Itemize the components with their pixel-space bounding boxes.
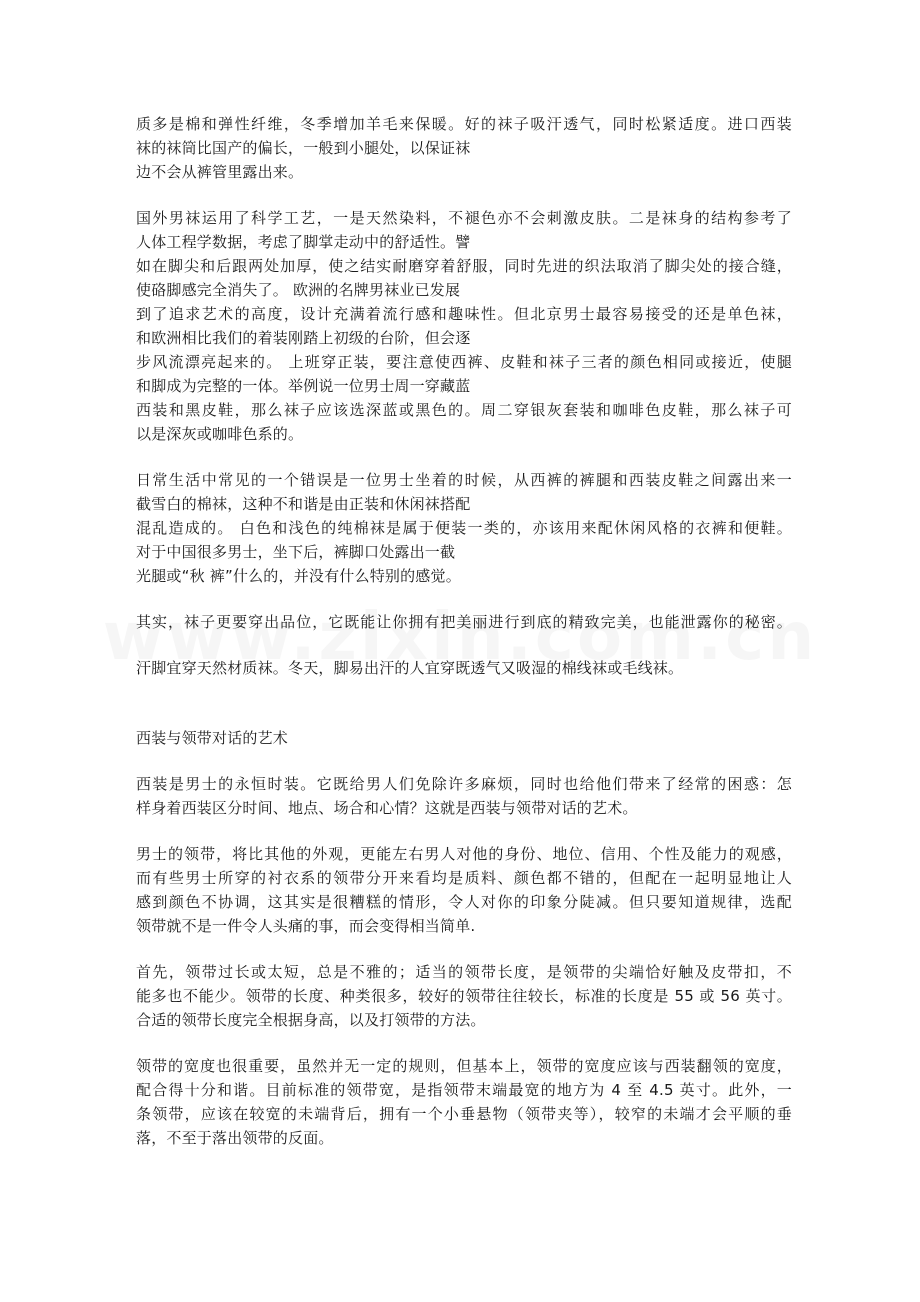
paragraph-line: 西装是男士的永恒时装。它既给男人们免除许多麻烦，同时也给他们带来了经常的困惑：怎 (136, 775, 792, 793)
paragraph (136, 1054, 792, 1150)
paragraph-line: 感到颜色不协调，这其实是很糟糕的情形，令人对你的印象分陡减。但只要知道规律，选配 (136, 893, 792, 911)
paragraph-gap (136, 680, 792, 726)
paragraph (136, 842, 792, 938)
paragraph-line: 条领带，应该在较宽的未端背后，拥有一个小垂悬物（领带夹等），较窄的未端才会平顺的垂 (136, 1105, 792, 1123)
heading-text: 西装与领带对话的艺术 (136, 729, 289, 747)
paragraph-line: 到了追求艺术的高度，设计充满着流行感和趣味性。但北京男士最容易接受的还是单色袜， (136, 305, 792, 323)
paragraph-gap (136, 750, 792, 772)
paragraph (136, 656, 792, 680)
paragraph-line: 领带的宽度也很重要，虽然并无一定的规则，但基本上，领带的宽度应该与西装翻领的宽度， (136, 1057, 792, 1075)
paragraph-line: 和脚成为完整的一体。举例说一位男士周一穿藏蓝 (136, 377, 471, 395)
paragraph-line: 截雪白的棉袜，这种不和谐是由正装和休闲袜搭配 (136, 495, 471, 513)
paragraph-gap (136, 446, 792, 468)
paragraph (136, 468, 792, 588)
paragraph-gap (136, 820, 792, 842)
paragraph (136, 206, 792, 446)
paragraph-gap (136, 634, 792, 656)
paragraph-line: 领带就不是一件令人头痛的事，而会变得相当简单. (136, 917, 476, 935)
paragraph-line: 人体工程学数据，考虑了脚掌走动中的舒适性。譬 (136, 233, 471, 251)
section-heading (136, 726, 792, 750)
paragraph-line: 样身着西装区分时间、地点、场合和心情？这就是西装与领带对话的艺术。 (136, 799, 638, 817)
paragraph-line: 和欧洲相比我们的着装刚踏上初级的台阶，但会逐 (136, 329, 471, 347)
paragraph-line: 边不会从裤管里露出来。 (136, 163, 304, 181)
paragraph-line: 西装和黑皮鞋，那么袜子应该选深蓝或黑色的。周二穿银灰套装和咖啡色皮鞋，那么袜子可 (136, 401, 792, 419)
paragraph-line: 如在脚尖和后跟两处加厚，使之结实耐磨穿着舒服，同时先进的织法取消了脚尖处的接合缝， (136, 257, 792, 275)
paragraph-line: 国外男袜运用了科学工艺，一是天然染料，不褪色亦不会刺激皮肤。二是袜身的结构参考了 (136, 209, 792, 227)
paragraph-line: 落，不至于落出领带的反面。 (136, 1129, 334, 1147)
paragraph-line: 能多也不能少。领带的长度、种类很多，较好的领带往往较长，标准的长度是 55 或 56 英寸。 (136, 987, 792, 1005)
paragraph (136, 112, 792, 184)
paragraph-line: 汗脚宜穿天然材质袜。冬天，脚易出汗的人宜穿既透气又吸湿的棉线袜或毛线袜。 (136, 659, 684, 677)
paragraph-line: 袜的袜筒比国产的偏长，一般到小腿处，以保证袜 (136, 139, 471, 157)
paragraph-gap (136, 588, 792, 610)
paragraph-line: 日常生活中常见的一个错误是一位男士坐着的时候，从西裤的裤腿和西装皮鞋之间露出来一 (136, 471, 792, 489)
paragraph (136, 772, 792, 820)
paragraph-line: 其实，袜子更要穿出品位，它既能让你拥有把美丽进行到底的精致完美，也能泄露你的秘密。 (136, 613, 792, 631)
paragraph-line: 光腿或“秋 裤”什么的，并没有什么特别的感觉。 (136, 567, 461, 585)
paragraph-line: 使硌脚感完全消失了。 欧洲的名牌男袜业已发展 (136, 281, 461, 299)
paragraph-line: 首先，领带过长或太短，总是不雅的；适当的领带长度，是领带的尖端恰好触及皮带扣，不 (136, 963, 792, 981)
paragraph-line: 配合得十分和谐。目前标准的领带宽，是指领带末端最宽的地方为 4 至 4.5 英寸。此外，一 (136, 1081, 792, 1099)
paragraph-line: 混乱造成的。 白色和浅色的纯棉袜是属于便装一类的，亦该用来配休闲风格的衣裤和便鞋。 (136, 519, 792, 537)
paragraph-line: 合适的领带长度完全根据身高，以及打领带的方法。 (136, 1011, 486, 1029)
paragraph-line: 而有些男士所穿的衬衣系的领带分开来看均是质料、颜色都不错的，但配在一起明显地让人 (136, 869, 792, 887)
paragraph-line: 对于中国很多男士，坐下后，裤脚口处露出一截 (136, 543, 456, 561)
paragraph-line: 质多是棉和弹性纤维，冬季增加羊毛来保暖。好的袜子吸汗透气，同时松紧适度。进口西装 (136, 115, 792, 133)
paragraph-line: 男士的领带，将比其他的外观，更能左右男人对他的身份、地位、信用、个性及能力的观感， (136, 845, 792, 863)
paragraph-line: 以是深灰或咖啡色系的。 (136, 425, 304, 443)
paragraph-line: 步风流漂亮起来的。 上班穿正装，要注意使西裤、皮鞋和袜子三者的颜色相同或接近，使腿 (136, 353, 792, 371)
document-body (136, 112, 792, 1150)
paragraph-gap (136, 184, 792, 206)
paragraph (136, 960, 792, 1032)
paragraph-gap (136, 938, 792, 960)
paragraph-gap (136, 1032, 792, 1054)
paragraph (136, 610, 792, 634)
